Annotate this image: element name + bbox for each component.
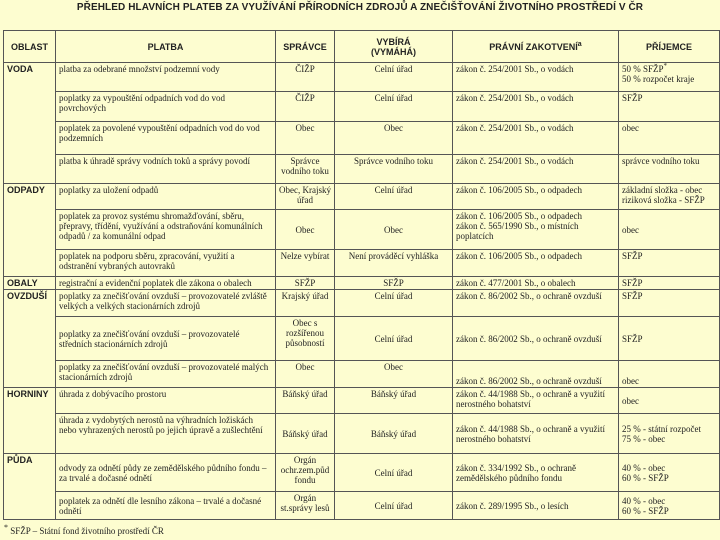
cell-prijemce: SFŽP bbox=[619, 92, 720, 122]
cell-vybira: Báňský úřad bbox=[335, 388, 453, 414]
cell-spravce: Obec bbox=[276, 122, 335, 155]
cell-spravce: Obec bbox=[276, 210, 335, 250]
cell-vybira: Obec bbox=[335, 210, 453, 250]
cell-zakon: zákon č. 86/2002 Sb., o ochraně ovzduší bbox=[453, 317, 619, 361]
table-row bbox=[4, 155, 720, 184]
cell-platba: platba k úhradě správy vodních toků a správy povodí bbox=[56, 155, 276, 184]
cell-zakon bbox=[453, 210, 619, 250]
cell-zakon: zákon č. 334/1992 Sb., o ochraně zemědělského půdního fondu bbox=[453, 454, 619, 492]
area-ovzdusi: OVZDUŠÍ bbox=[4, 290, 56, 388]
header-vybira-line2: (VYMÁHÁ) bbox=[371, 46, 416, 57]
cell-spravce: Báňský úřad bbox=[276, 388, 335, 414]
table-row bbox=[4, 250, 720, 277]
cell-prijemce: SFŽP bbox=[619, 317, 720, 361]
cell-prijemce: SFŽP bbox=[619, 277, 720, 290]
cell-zakon: zákon č. 106/2005 Sb., o odpadech bbox=[453, 184, 619, 210]
cell-prijemce-line1: 40 % - obec bbox=[622, 495, 666, 506]
header-oblast: OBLAST bbox=[4, 31, 56, 63]
cell-vybira: Celní úřad bbox=[335, 454, 453, 492]
table-row bbox=[4, 454, 720, 492]
cell-prijemce-line1: 40 % - obec bbox=[622, 462, 666, 473]
cell-spravce: Obec s rozšířenou působností bbox=[276, 317, 335, 361]
header-vybira bbox=[335, 31, 453, 63]
cell-prijemce: obec bbox=[619, 388, 720, 414]
cell-spravce: Obec bbox=[276, 361, 335, 388]
cell-prijemce bbox=[619, 492, 720, 520]
cell-prijemce-line1: 25 % - státní rozpočet bbox=[622, 423, 701, 434]
table-row bbox=[4, 92, 720, 122]
cell-vybira: Správce vodního toku bbox=[335, 155, 453, 184]
area-puda: PŮDA bbox=[4, 454, 56, 520]
table-row bbox=[4, 290, 720, 317]
cell-prijemce: obec bbox=[619, 122, 720, 155]
footnote-text: SFŽP – Státní fond životního prostředí ČR bbox=[10, 526, 164, 536]
footnote-mark: * bbox=[4, 523, 8, 532]
cell-prijemce-mark: * bbox=[663, 62, 668, 70]
table-row bbox=[4, 388, 720, 414]
cell-zakon-line1: zákon č. 106/2005 Sb., o odpadech bbox=[456, 211, 582, 221]
cell-zakon: zákon č. 44/1988 Sb., o ochraně a využití nerostného bohatství bbox=[453, 388, 619, 414]
cell-prijemce bbox=[619, 184, 720, 210]
header-platba: PLATBA bbox=[56, 31, 276, 63]
page-title: PŘEHLED HLAVNÍCH PLATEB ZA VYUŽÍVÁNÍ PŘÍRODNÍCH ZDROJŮ A ZNEČIŠŤOVÁNÍ ŽIVOTNÍHO PROSTŘEDÍ V ČR bbox=[76, 2, 644, 13]
cell-platba: platba za odebrané množství podzemní vody bbox=[56, 63, 276, 92]
cell-prijemce bbox=[619, 63, 720, 92]
table-row bbox=[4, 210, 720, 250]
cell-prijemce: SFŽP bbox=[619, 250, 720, 277]
cell-zakon: zákon č. 289/1995 Sb., o lesích bbox=[453, 492, 619, 520]
cell-zakon: zákon č. 477/2001 Sb., o obalech bbox=[453, 277, 619, 290]
cell-spravce: Orgán ochr.zem.půd fondu bbox=[276, 454, 335, 492]
cell-vybira: Celní úřad bbox=[335, 63, 453, 92]
cell-spravce: Krajský úřad bbox=[276, 290, 335, 317]
cell-prijemce bbox=[619, 454, 720, 492]
cell-platba: úhrada z dobývacího prostoru bbox=[56, 388, 276, 414]
table-row bbox=[4, 63, 720, 92]
header-vybira-line1: VYBÍRÁ bbox=[376, 36, 411, 47]
cell-spravce: Správce vodního toku bbox=[276, 155, 335, 184]
cell-prijemce-line2: 60 % - SFŽP bbox=[622, 472, 669, 483]
cell-zakon: zákon č. 254/2001 Sb., o vodách bbox=[453, 63, 619, 92]
cell-vybira: Celní úřad bbox=[335, 492, 453, 520]
cell-prijemce bbox=[619, 414, 720, 454]
cell-platba: registrační a evidenční poplatek dle zákona o obalech bbox=[56, 277, 276, 290]
header-zakon bbox=[453, 31, 619, 63]
cell-platba: poplatky za vypouštění odpadních vod do vod povrchových bbox=[56, 92, 276, 122]
cell-vybira: Není prováděcí vyhláška bbox=[335, 250, 453, 277]
cell-prijemce-line2: riziková složka - SFŽP bbox=[622, 195, 705, 205]
table-row bbox=[4, 492, 720, 520]
cell-prijemce-line2: 50 % rozpočet kraje bbox=[622, 74, 695, 84]
cell-platba: poplatek na podporu sběru, zpracování, využití a odstranění vybraných autovraků bbox=[56, 250, 276, 277]
area-horniny: HORNINY bbox=[4, 388, 56, 454]
cell-platba: poplatky za znečišťování ovzduší – provozovatelé zvláště velkých a velkých stacionárních zdrojů bbox=[56, 290, 276, 317]
header-prijemce: PŘÍJEMCE bbox=[619, 31, 720, 63]
cell-platba: odvody za odnětí půdy ze zemědělského půdního fondu – za trvalé a dočasné odnětí bbox=[56, 454, 276, 492]
cell-platba: poplatek za provoz systému shromažďování, sběru, přepravy, třídění, využívání a odstraňování komunálních odpadů / za komunální odpad bbox=[56, 210, 276, 250]
cell-prijemce: SFŽP bbox=[619, 290, 720, 317]
header-zakon-mark: a bbox=[577, 40, 582, 48]
cell-zakon: zákon č. 254/2001 Sb., o vodách bbox=[453, 92, 619, 122]
cell-spravce: Nelze vybírat bbox=[276, 250, 335, 277]
cell-vybira: Celní úřad bbox=[335, 92, 453, 122]
cell-spravce: SFŽP bbox=[276, 277, 335, 290]
table-row bbox=[4, 414, 720, 454]
header-zakon-label: PRÁVNÍ ZAKOTVENÍ bbox=[489, 41, 578, 52]
cell-platba: poplatek za odnětí dle lesního zákona – trvalé a dočasné odnětí bbox=[56, 492, 276, 520]
cell-spravce: ČIŽP bbox=[276, 63, 335, 92]
cell-zakon-line2: zákon č. 565/1990 Sb., o místních poplatcích bbox=[456, 221, 579, 241]
cell-vybira: Obec bbox=[335, 122, 453, 155]
table-row bbox=[4, 317, 720, 361]
cell-zakon: zákon č. 254/2001 Sb., o vodách bbox=[453, 122, 619, 155]
cell-spravce: Báňský úřad bbox=[276, 414, 335, 454]
footnote bbox=[4, 523, 164, 536]
table-row bbox=[4, 277, 720, 290]
cell-spravce: ČIŽP bbox=[276, 92, 335, 122]
cell-platba: poplatky za uložení odpadů bbox=[56, 184, 276, 210]
cell-prijemce-line2: 60 % - SFŽP bbox=[622, 505, 669, 516]
table-row bbox=[4, 122, 720, 155]
cell-prijemce-line1: 50 % SFŽP bbox=[622, 64, 664, 74]
cell-vybira: SFŽP bbox=[335, 277, 453, 290]
cell-prijemce-line1: základní složka - obec bbox=[622, 185, 703, 195]
cell-spravce: Orgán st.správy lesů bbox=[276, 492, 335, 520]
cell-platba: úhrada z vydobytých nerostů na výhradních ložiskách nebo vyhrazených nerostů po jejich úpravě a zušlechtění bbox=[56, 414, 276, 454]
header-spravce: SPRÁVCE bbox=[276, 31, 335, 63]
table-header-row bbox=[4, 31, 720, 63]
cell-prijemce: obec bbox=[619, 361, 720, 388]
cell-zakon: zákon č. 44/1988 Sb., o ochraně a využití nerostného bohatství bbox=[453, 414, 619, 454]
area-obaly: OBALY bbox=[4, 277, 56, 290]
table-row bbox=[4, 361, 720, 388]
cell-prijemce: správce vodního toku bbox=[619, 155, 720, 184]
cell-zakon: zákon č. 86/2002 Sb., o ochraně ovzduší bbox=[453, 290, 619, 317]
cell-prijemce: obec bbox=[619, 210, 720, 250]
cell-vybira: Celní úřad bbox=[335, 317, 453, 361]
fees-table bbox=[3, 30, 720, 520]
cell-vybira: Celní úřad bbox=[335, 184, 453, 210]
cell-vybira: Celní úřad bbox=[335, 290, 453, 317]
cell-platba: poplatek za povolené vypouštění odpadních vod do vod podzemních bbox=[56, 122, 276, 155]
cell-zakon: zákon č. 86/2002 Sb., o ochraně ovzduší bbox=[453, 361, 619, 388]
area-voda: VODA bbox=[4, 63, 56, 184]
cell-spravce: Obec, Krajský úřad bbox=[276, 184, 335, 210]
cell-prijemce-line2: 75 % - obec bbox=[622, 433, 666, 444]
area-odpady: ODPADY bbox=[4, 184, 56, 277]
cell-zakon: zákon č. 254/2001 Sb., o vodách bbox=[453, 155, 619, 184]
cell-vybira: Báňský úřad bbox=[335, 414, 453, 454]
cell-zakon: zákon č. 106/2005 Sb., o odpadech bbox=[453, 250, 619, 277]
table-row bbox=[4, 184, 720, 210]
cell-vybira: Obec bbox=[335, 361, 453, 388]
cell-platba: poplatky za znečišťování ovzduší – provozovatelé středních stacionárních zdrojů bbox=[56, 317, 276, 361]
cell-platba: poplatky za znečišťování ovzduší – provozovatelé malých stacionárních zdrojů bbox=[56, 361, 276, 388]
